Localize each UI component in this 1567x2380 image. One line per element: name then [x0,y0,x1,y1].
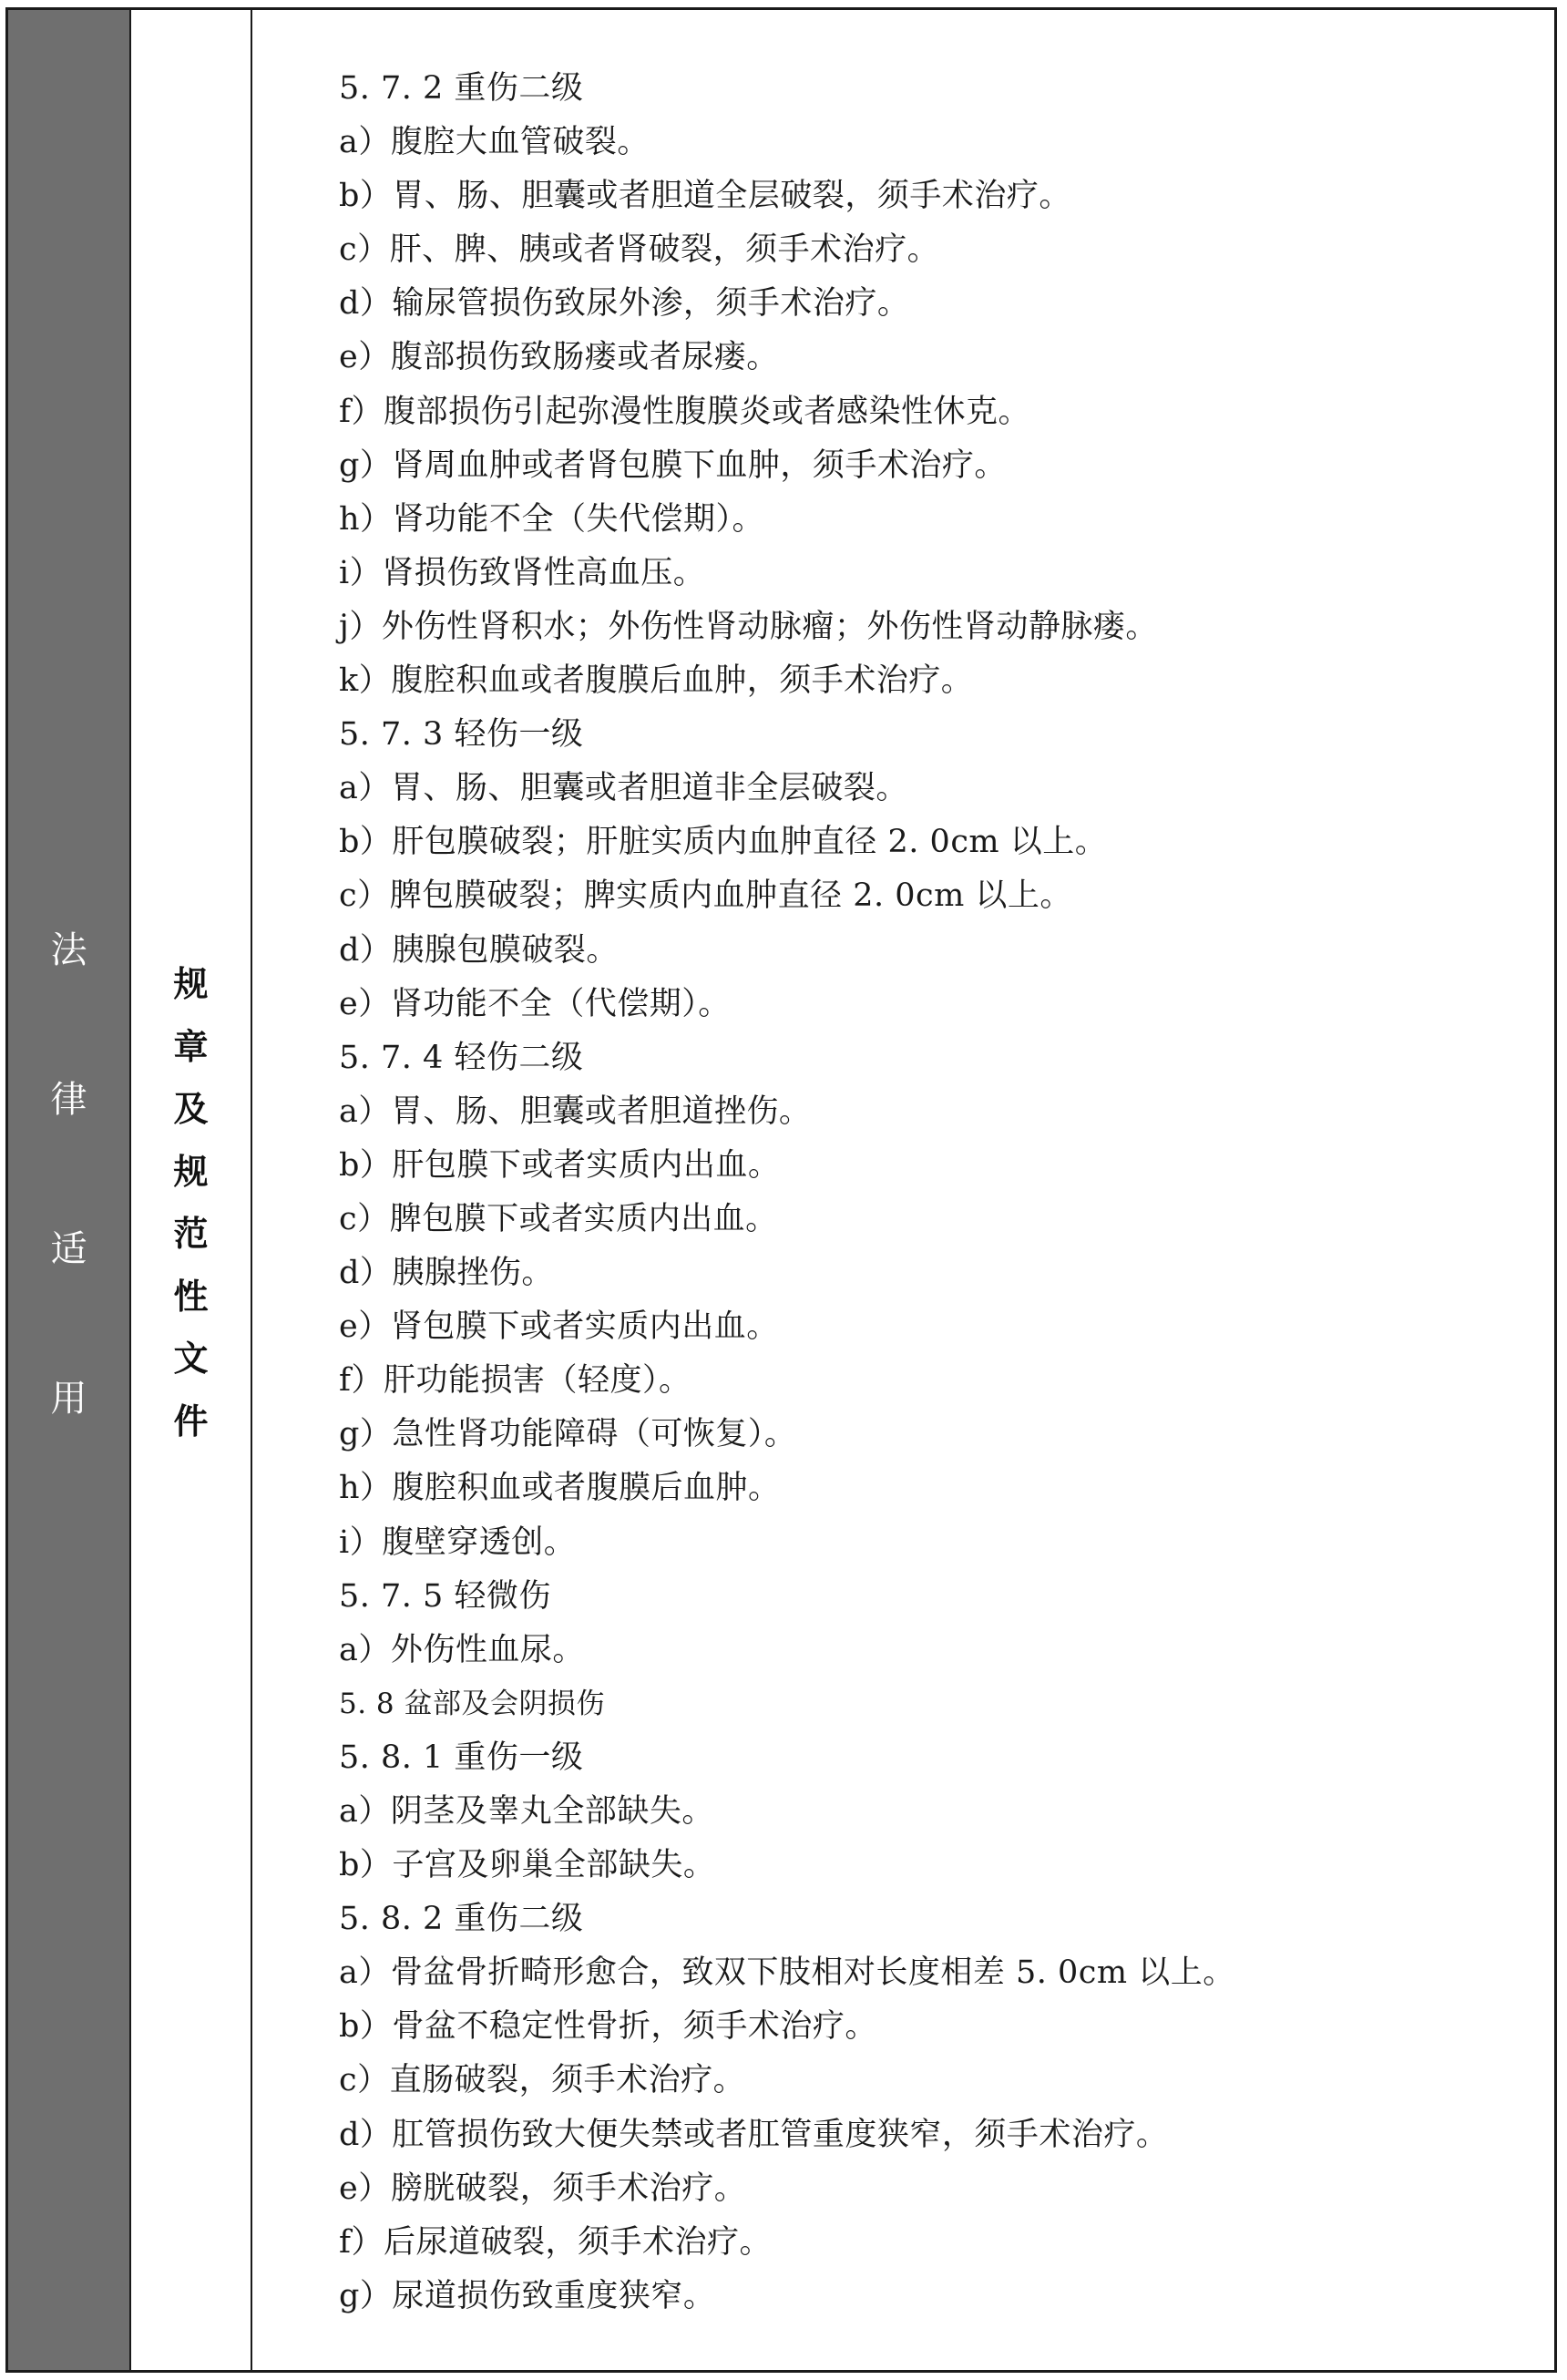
clause-item: b）胃、肠、胆囊或者胆道全层破裂，须手术治疗。 [339,178,1071,215]
section-heading: 5. 7. 3 轻伤一级 [339,716,584,754]
clause-item: g）尿道损伤致重度狭窄。 [339,2277,716,2314]
type-char: 范 [173,1214,209,1254]
clause-item: c）肝、脾、胰或者肾破裂，须手术治疗。 [339,231,940,269]
chapter-heading: 5. 8 盆部及会阴损伤 [339,1687,606,1720]
clause-item: i）肾损伤致肾性高血压。 [339,554,706,591]
clause-item: g）肾周血肿或者肾包膜下血肿，须手术治疗。 [339,446,1007,484]
section-heading: 5. 8. 2 重伤二级 [339,1901,584,1938]
clause-item: a）阴茎及睾丸全部缺失。 [339,1793,714,1830]
content-column [252,10,1554,2370]
clause-item: d）输尿管损伤致尿外渗，须手术治疗。 [339,285,910,323]
clause-item: k）腹腔积血或者腹膜后血肿，须手术治疗。 [339,662,974,700]
category-label [8,876,129,1473]
type-char: 章 [173,1026,209,1067]
clause-item: b）子宫及卵巢全部缺失。 [339,1847,716,1884]
section-heading: 5. 7. 2 重伤二级 [339,70,584,107]
clause-item: e）腹部损伤致肠瘘或者尿瘘。 [339,339,779,376]
type-char: 文 [173,1339,209,1379]
clause-item: c）脾包膜破裂；脾实质内血肿直径 2. 0cm 以上。 [339,877,1072,915]
clause-item: i）腹壁穿透创。 [339,1523,577,1561]
category-char: 法 [50,929,87,971]
clause-item: a）骨盆骨折畸形愈合，致双下肢相对长度相差 5. 0cm 以上。 [339,1954,1235,1992]
clause-item: g）急性肾功能障碍（可恢复）。 [339,1416,797,1453]
document-type-column [131,10,252,2370]
category-char: 律 [50,1079,87,1121]
clause-item: d）胰腺挫伤。 [339,1255,554,1292]
table-frame [5,7,1557,2373]
clause-item: b）肝包膜破裂；肝脏实质内血肿直径 2. 0cm 以上。 [339,824,1108,861]
clause-item: f）肝功能损害（轻度）。 [339,1362,691,1400]
clause-item: d）胰腺包膜破裂。 [339,931,619,969]
section-heading: 5. 7. 5 轻微伤 [339,1577,551,1615]
clause-item: c）脾包膜下或者实质内出血。 [339,1200,778,1237]
clause-item: f）后尿道破裂，须手术治疗。 [339,2223,772,2261]
section-heading: 5. 7. 4 轻伤二级 [339,1039,584,1076]
clause-item: a）腹腔大血管破裂。 [339,124,650,161]
clause-item: a）胃、肠、胆囊或者胆道挫伤。 [339,1093,812,1130]
clause-item: j）外伤性肾积水；外伤性肾动脉瘤；外伤性肾动静脉瘘。 [339,608,1158,645]
clause-item: f）腹部损伤引起弥漫性腹膜炎或者感染性休克。 [339,393,1030,430]
clause-item: b）骨盆不稳定性骨折，须手术治疗。 [339,2008,877,2046]
clause-item: b）肝包膜下或者实质内出血。 [339,1146,781,1184]
clause-item: e）膀胱破裂，须手术治疗。 [339,2170,747,2207]
document-type-label [131,953,251,1452]
type-char: 及 [173,1089,209,1129]
section-heading: 5. 8. 1 重伤一级 [339,1739,584,1776]
clause-item: d）肛管损伤致大便失禁或者肛管重度狭窄，须手术治疗。 [339,2116,1169,2153]
type-char: 性 [173,1276,209,1317]
clause-item: a）外伤性血尿。 [339,1631,585,1668]
category-char: 适 [50,1228,87,1270]
clause-item: a）胃、肠、胆囊或者胆道非全层破裂。 [339,770,908,807]
clause-list [339,62,1536,2324]
category-column [8,10,131,2370]
clause-item: e）肾功能不全（代偿期）。 [339,985,731,1022]
type-char: 件 [173,1400,209,1441]
category-char: 用 [50,1378,87,1420]
clause-item: h）肾功能不全（失代偿期）。 [339,500,765,538]
type-char: 规 [173,964,209,1004]
clause-item: c）直肠破裂，须手术治疗。 [339,2062,746,2099]
clause-item: e）肾包膜下或者实质内出血。 [339,1308,779,1346]
clause-item: h）腹腔积血或者腹膜后血肿。 [339,1470,781,1507]
type-char: 规 [173,1151,209,1192]
